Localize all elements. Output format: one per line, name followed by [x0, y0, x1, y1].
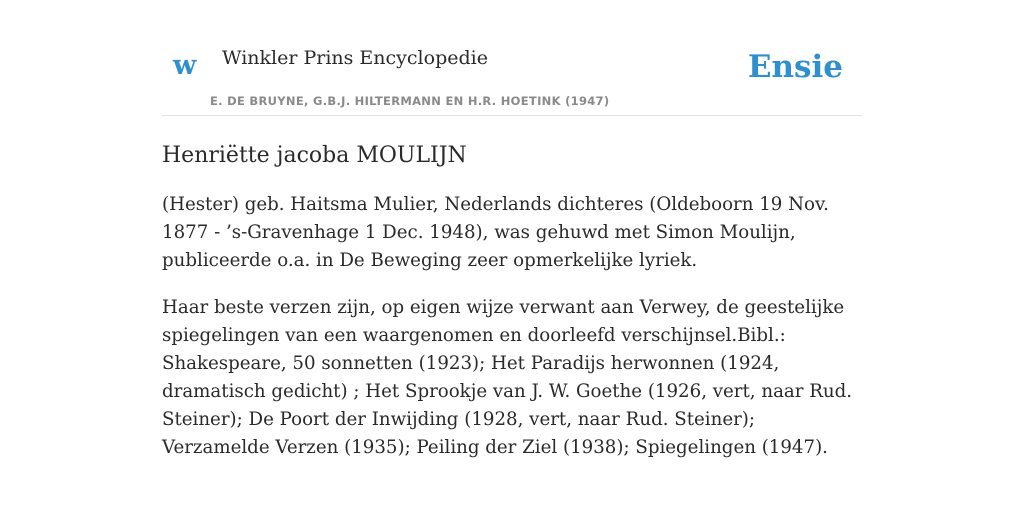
publication-title[interactable]: Winkler Prins Encyclopedie — [222, 47, 488, 69]
winkler-prins-logo[interactable]: w — [173, 50, 197, 81]
entry-title: Henriëtte jacoba MOULIJN — [162, 143, 467, 168]
entry-paragraph-1: (Hester) geb. Haitsma Mulier, Nederlands dichteres (Oldeboorn 19 Nov. 1877 - ’s-Gravenhage 1 Dec. 1948), was gehuwd met Simon Moulijn, publiceerde o.a. in De Beweging zeer opmerkelijke lyriek. — [162, 193, 829, 271]
article-page — [162, 0, 862, 462]
entry-paragraph-2: Haar beste verzen zijn, op eigen wijze verwant aan Verwey, de geestelijke spiegelingen van een waargenomen en doorleefd verschijnsel.Bibl.: Shakespeare, 50 sonnetten (1923); Het Paradijs herwonnen (1924, dramatisch gedicht) ; Het Sprookje van J. W. Goethe (1926, vert, naar Rud. Steiner); De Poort der Inwijding (1928, vert, naar Rud. Steiner); Verzamelde Verzen (1935); Peiling der Ziel (1938); Spiegelingen (1947). — [162, 296, 853, 458]
header — [162, 0, 862, 116]
publication-authors: E. DE BRUYNE, G.B.J. HILTERMANN EN H.R. HOETINK (1947) — [210, 94, 610, 108]
ensie-logo-link[interactable]: Ensie — [747, 49, 843, 85]
